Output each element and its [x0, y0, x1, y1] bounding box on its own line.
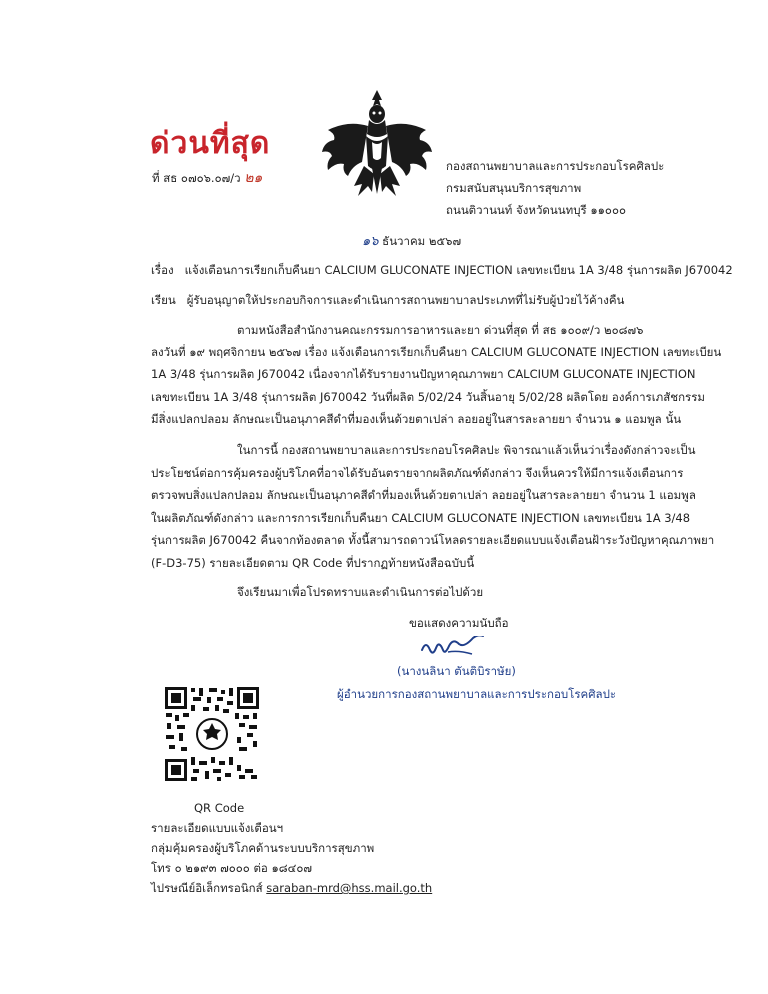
- paragraph-line: เลขทะเบียน 1A 3/48 รุ่นการผลิต J670042 วันที่ผลิต 5/02/24 วันสิ้นอายุ 5/02/28 ผลิตโดย องค์การเภสัชกรรม: [151, 390, 705, 404]
- urgency-stamp: ด่วนที่สุด: [150, 126, 271, 161]
- contact-line: รายละเอียดแบบแจ้งเตือนฯ: [151, 821, 284, 835]
- subject-label: เรื่อง: [151, 263, 174, 277]
- document-number-prefix: ที่ สธ ๐๗๐๖.๐๗/ว: [152, 171, 241, 185]
- paragraph-line: 1A 3/48 รุ่นการผลิต J670042 เนื่องจากได้รับรายงานปัญหาคุณภาพยา CALCIUM GLUCONATE INJECTION: [151, 367, 696, 381]
- paragraph-line: ในการนี้ กองสถานพยาบาลและการประกอบโรคศิลปะ พิจารณาแล้วเห็นว่าเรื่องดังกล่าวจะเป็น: [237, 443, 696, 457]
- document-number-handwritten: ๒๑: [244, 170, 263, 186]
- document-date: [362, 233, 461, 250]
- paragraph-line: ลงวันที่ ๑๙ พฤศจิกายน ๒๕๖๗ เรื่อง แจ้งเตือนการเรียกเก็บคืนยา CALCIUM GLUCONATE INJECTION เลขทะเบียน: [151, 345, 722, 359]
- closing-request: จึงเรียนมาเพื่อโปรดทราบและดำเนินการต่อไปด้วย: [237, 585, 484, 599]
- recipient-text: ผู้รับอนุญาตให้ประกอบกิจการและดำเนินการสถานพยาบาลประเภทที่ไม่รับผู้ป่วยไว้ค้างคืน: [186, 293, 625, 307]
- qr-code-pattern: [163, 685, 261, 783]
- sender-line-2: กรมสนับสนุนบริการสุขภาพ: [446, 181, 582, 195]
- subject-line: [151, 262, 733, 278]
- date-month-year: ธันวาคม ๒๕๖๗: [382, 234, 462, 248]
- closing-salutation: ขอแสดงความนับถือ: [409, 616, 509, 630]
- paragraph-line: ประโยชน์ต่อการคุ้มครองผู้บริโภคที่อาจได้รับอันตรายจากผลิตภัณฑ์ดังกล่าว จึงเห็นควรให้มีการแจ้งเตือนการ: [151, 466, 684, 480]
- date-day-handwritten: ๑๖: [362, 234, 379, 249]
- email-link[interactable]: saraban-mrd@hss.mail.go.th: [266, 881, 433, 895]
- contact-block: [151, 820, 432, 900]
- sender-line-3: ถนนติวานนท์ จังหวัดนนทบุรี ๑๑๐๐๐: [446, 203, 626, 217]
- paragraph-line: มีสิ่งแปลกปลอม ลักษณะเป็นอนุภาคสีดำที่มองเห็นด้วยตาเปล่า ลอยอยู่ในสารละลายยา จำนวน ๑ แอมพูล นั้น: [151, 412, 682, 426]
- contact-line: กลุ่มคุ้มครองผู้บริโภคด้านระบบบริการสุขภาพ: [151, 841, 375, 855]
- garuda-emblem: [318, 86, 436, 204]
- paragraph-line: ในผลิตภัณฑ์ดังกล่าว และการการเรียกเก็บคืนยา CALCIUM GLUCONATE INJECTION เลขทะเบียน 1A 3/48: [151, 511, 691, 525]
- email-label: ไปรษณีย์อิเล็กทรอนิกส์: [151, 881, 263, 895]
- signatory-title: ผู้อำนวยการกองสถานพยาบาลและการประกอบโรคศิลปะ: [337, 687, 617, 701]
- paragraph-line: (F-D3-75) รายละเอียดตาม QR Code ที่ปรากฏท้ายหนังสือฉบับนี้: [151, 556, 475, 570]
- sender-address: [446, 158, 664, 224]
- contact-line: โทร ๐ ๒๑๙๓ ๗๐๐๐ ต่อ ๑๘๔๐๗: [151, 861, 313, 875]
- qr-code[interactable]: [163, 685, 261, 783]
- subject-text: แจ้งเตือนการเรียกเก็บคืนยา CALCIUM GLUCONATE INJECTION เลขทะเบียน 1A 3/48 รุ่นการผลิต J670042: [184, 263, 733, 277]
- paragraph-line: ตามหนังสือสำนักงานคณะกรรมการอาหารและยา ด่วนที่สุด ที่ สธ ๑๐๐๙/ว ๒๐๘๗๖: [237, 323, 644, 337]
- qr-caption: QR Code: [194, 801, 245, 815]
- document-number: [152, 170, 262, 186]
- recipient-label: เรียน: [151, 293, 176, 307]
- recipient-line: [151, 292, 624, 308]
- sender-line-1: กองสถานพยาบาลและการประกอบโรคศิลปะ: [446, 159, 665, 173]
- signature-mark: [418, 636, 488, 660]
- paragraph-line: ตรวจพบสิ่งแปลกปลอม ลักษณะเป็นอนุภาคสีดำที่มองเห็นด้วยตาเปล่า ลอยอยู่ในสารละลายยา จำนวน 1 แอมพูล: [151, 488, 696, 502]
- contact-email-line: [151, 880, 432, 900]
- paragraph-line: รุ่นการผลิต J670042 คืนจากท้องตลาด ทั้งนี้สามารถดาวน์โหลดรายละเอียดแบบแจ้งเตือนฝ้าระวังปัญหาคุณภาพยา: [151, 533, 715, 547]
- signatory-name: (นางนลินา ตันติบิราษัย): [397, 664, 516, 678]
